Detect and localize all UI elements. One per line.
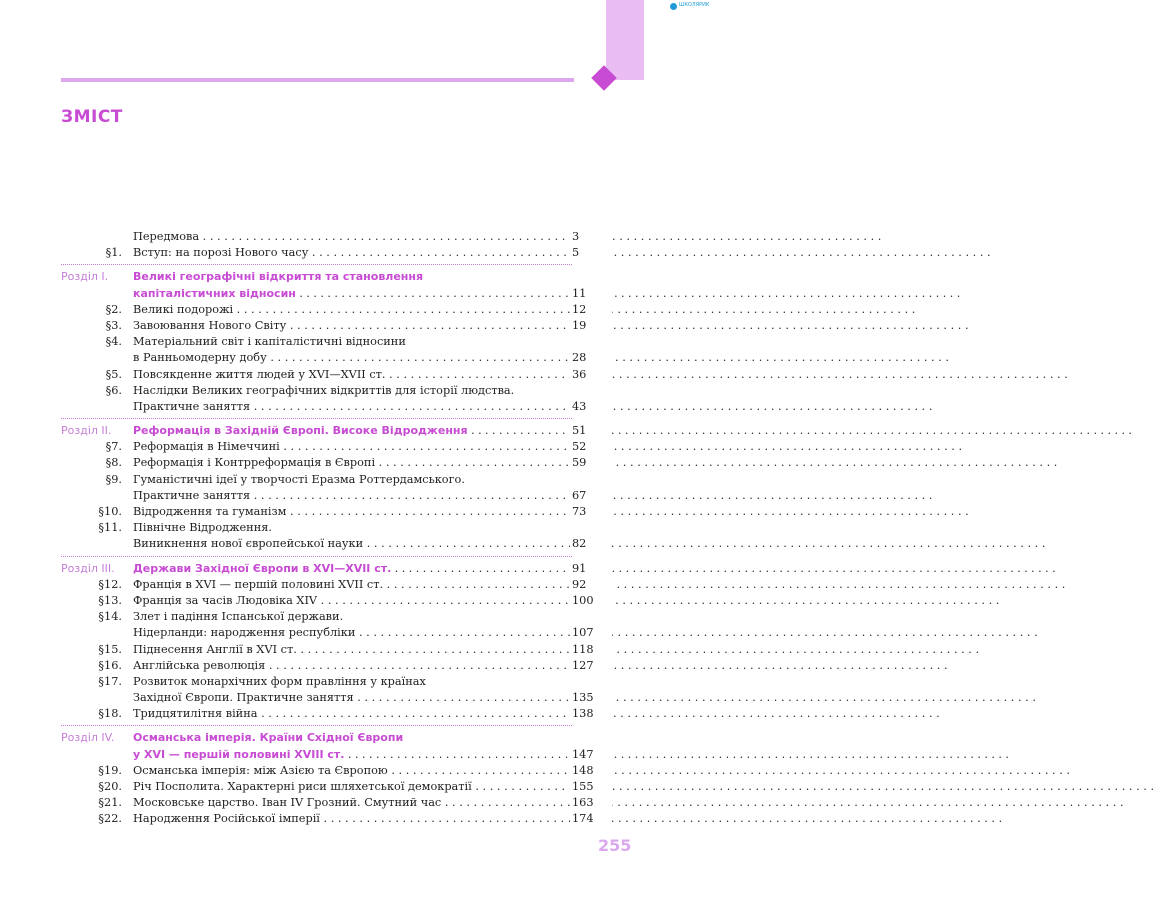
entry-title xyxy=(133,706,570,722)
entry-title-text: Гуманістичні ідеї у творчості Еразма Роттердамського. xyxy=(133,472,465,486)
page-ref: 5 xyxy=(570,245,612,261)
page-ref: 28 xyxy=(570,350,612,366)
entry-title-text: Московське царство. Іван IV Грозний. Смутний час xyxy=(133,796,442,810)
entry-title xyxy=(133,504,570,520)
entry-title-text: Нідерланди: народження республіки xyxy=(133,626,356,640)
toc-entry[interactable] xyxy=(0,229,700,245)
toc-entry[interactable] xyxy=(0,795,700,811)
section-divider xyxy=(61,264,572,266)
entry-title-text: Практичне заняття xyxy=(133,399,251,413)
toc-entry[interactable] xyxy=(0,674,700,690)
paragraph-number: §12. xyxy=(98,577,122,591)
header-rule xyxy=(61,78,574,82)
toc-entry[interactable] xyxy=(0,658,700,674)
publisher-logo-text: ШКОЛЯРИК xyxy=(679,2,710,8)
entry-title-text: Розвиток монархічних форм правління у країнах xyxy=(133,674,426,688)
paragraph-number: §2. xyxy=(105,302,122,316)
page-title: ЗМІСТ xyxy=(61,107,123,127)
section-title xyxy=(133,423,570,439)
page-ref: 52 xyxy=(570,439,612,455)
entry-title xyxy=(133,367,570,383)
toc-entry[interactable] xyxy=(0,504,700,520)
page-ref: 19 xyxy=(570,318,612,334)
toc-entry[interactable] xyxy=(0,488,700,504)
toc-entry[interactable] xyxy=(0,642,700,658)
paragraph-number: §4. xyxy=(105,335,122,349)
paragraph-number: §3. xyxy=(105,318,122,332)
paragraph-number: §15. xyxy=(98,642,122,656)
entry-title-text: Народження Російської імперії xyxy=(133,812,320,826)
toc-entry[interactable] xyxy=(0,455,700,471)
paragraph-number: §11. xyxy=(98,521,122,535)
entry-title xyxy=(133,245,570,261)
entry-title-text: Реформація в Західній Європі. Високе Відродження xyxy=(133,424,468,438)
entry-title-text: капіталістичних відносин xyxy=(133,286,296,300)
entry-title xyxy=(133,763,570,779)
entry-title-text: Османська імперія. Країни Східної Європи xyxy=(133,731,404,745)
entry-title-text: Завоювання Нового Світу xyxy=(133,318,287,332)
page-ref: 92 xyxy=(570,577,612,593)
paragraph-number: §13. xyxy=(98,593,122,607)
paragraph-number: §7. xyxy=(105,440,122,454)
toc-entry[interactable] xyxy=(0,690,700,706)
page-ref: 135 xyxy=(570,690,612,706)
paragraph-number: §14. xyxy=(98,610,122,624)
entry-title-text: в Ранньомодерну добу xyxy=(133,351,267,365)
page-ref: 163 xyxy=(570,795,612,811)
section-label: Розділ I. xyxy=(61,270,109,284)
entry-title xyxy=(133,536,570,552)
section-label: Розділ III. xyxy=(61,561,115,575)
toc-section[interactable] xyxy=(0,561,700,577)
page-ref: 107 xyxy=(570,625,612,641)
entry-title-text: Реформація і Контрреформація в Європі xyxy=(133,456,376,470)
paragraph-number: §5. xyxy=(105,367,122,381)
paragraph-number: §9. xyxy=(105,472,122,486)
entry-title xyxy=(133,779,570,795)
toc-entry[interactable] xyxy=(0,334,700,350)
publisher-logo-icon xyxy=(670,3,677,10)
toc-section[interactable] xyxy=(0,286,700,302)
entry-title-text: Матеріальний світ і капіталістичні відносини xyxy=(133,335,406,349)
entry-title-text: Піднесення Англії в XVI ст. xyxy=(133,642,297,656)
entry-title xyxy=(133,625,570,641)
page-ref: 138 xyxy=(570,706,612,722)
page-ref: 67 xyxy=(570,488,612,504)
toc-entry[interactable] xyxy=(0,472,700,488)
section-divider xyxy=(61,556,572,558)
entry-title xyxy=(133,350,570,366)
page-ref: 43 xyxy=(570,399,612,415)
toc-entry[interactable] xyxy=(0,520,700,536)
paragraph-number: §18. xyxy=(98,707,122,721)
entry-title xyxy=(133,674,570,690)
table-of-contents xyxy=(0,229,700,828)
paragraph-number: §22. xyxy=(98,812,122,826)
entry-title xyxy=(133,399,570,415)
entry-title xyxy=(133,334,570,350)
toc-entry[interactable] xyxy=(0,318,700,334)
entry-title xyxy=(133,690,570,706)
page-ref: 147 xyxy=(570,747,612,763)
entry-title-text: Франція за часів Людовіка XIV xyxy=(133,593,318,607)
entry-title-text: Вступ: на порозі Нового часу xyxy=(133,246,309,260)
entry-title-text: Держави Західної Європи в XVI—XVII ст. xyxy=(133,561,392,575)
page-ref: 11 xyxy=(570,286,612,302)
entry-title xyxy=(133,795,570,811)
entry-title-text: Північне Відродження. xyxy=(133,521,272,535)
entry-title-text: Наслідки Великих географічних відкриттів для історії людства. xyxy=(133,383,515,397)
entry-title xyxy=(133,609,570,625)
entry-title-text: Великі географічні відкриття та становлення xyxy=(133,270,424,284)
paragraph-number: §8. xyxy=(105,456,122,470)
entry-title xyxy=(133,593,570,609)
page-ref: 118 xyxy=(570,642,612,658)
toc-entry[interactable] xyxy=(0,779,700,795)
entry-title-text: Практичне заняття xyxy=(133,488,251,502)
entry-title xyxy=(133,302,570,318)
toc-entry[interactable] xyxy=(0,593,700,609)
entry-title-text: Франція в XVI — першій половині XVII ст. xyxy=(133,577,384,591)
section-title xyxy=(133,561,570,577)
section-divider xyxy=(61,418,572,420)
paragraph-number: §21. xyxy=(98,796,122,810)
entry-title xyxy=(133,658,570,674)
page-ref: 127 xyxy=(570,658,612,674)
entry-title xyxy=(133,488,570,504)
entry-title xyxy=(133,455,570,471)
entry-title xyxy=(133,472,570,488)
toc-entry[interactable] xyxy=(0,763,700,779)
section-label: Розділ II. xyxy=(61,424,112,438)
entry-title xyxy=(133,577,570,593)
entry-title xyxy=(133,811,570,827)
page-ref: 82 xyxy=(570,536,612,552)
entry-title-text: Реформація в Німеччині xyxy=(133,440,280,454)
entry-title-text: Передмова xyxy=(133,230,200,243)
toc-entry[interactable] xyxy=(0,706,700,722)
page-ref: 155 xyxy=(570,779,612,795)
section-title xyxy=(133,730,570,746)
page-ref: 59 xyxy=(570,455,612,471)
toc-entry[interactable] xyxy=(0,367,700,383)
toc-entry[interactable] xyxy=(0,625,700,641)
entry-title-text: Тридцятилітня війна xyxy=(133,707,258,721)
toc-section[interactable] xyxy=(0,747,700,763)
toc-entry[interactable] xyxy=(0,245,700,261)
page-ref: 73 xyxy=(570,504,612,520)
page-ref: 100 xyxy=(570,593,612,609)
entry-title xyxy=(133,383,570,399)
entry-title xyxy=(133,229,570,245)
section-title xyxy=(133,747,570,763)
paragraph-number: §19. xyxy=(98,763,122,777)
paragraph-number: §10. xyxy=(98,505,122,518)
page-ref: 51 xyxy=(570,423,612,439)
page-ref: 3 xyxy=(570,229,612,245)
toc-section[interactable] xyxy=(0,269,700,285)
paragraph-number: §6. xyxy=(105,383,122,397)
toc-entry[interactable] xyxy=(0,399,700,415)
entry-title-text: Злет і падіння Іспанської держави. xyxy=(133,610,344,624)
paragraph-number: §17. xyxy=(98,674,122,688)
section-title xyxy=(133,269,570,285)
page-ref: 174 xyxy=(570,811,612,827)
page-ref: 36 xyxy=(570,367,612,383)
entry-title-text: Виникнення нової європейської науки xyxy=(133,537,364,551)
toc-entry[interactable] xyxy=(0,609,700,625)
page-ref: 12 xyxy=(570,302,612,318)
toc-entry[interactable] xyxy=(0,350,700,366)
paragraph-number: §1. xyxy=(105,246,122,260)
toc-entry[interactable] xyxy=(0,536,700,552)
page-number: 255 xyxy=(598,836,632,855)
section-label: Розділ IV. xyxy=(61,731,115,745)
entry-title-text: Повсякденне життя людей у XVI—XVII ст. xyxy=(133,367,386,381)
entry-title xyxy=(133,520,570,536)
entry-title-text: Великі подорожі xyxy=(133,302,234,316)
toc-section[interactable] xyxy=(0,423,700,439)
toc-entry[interactable] xyxy=(0,439,700,455)
toc-section[interactable] xyxy=(0,730,700,746)
page-ref: 91 xyxy=(570,561,612,577)
entry-title-text: Західної Європи. Практичне заняття xyxy=(133,691,354,705)
paragraph-number: §20. xyxy=(98,780,122,793)
toc-entry[interactable] xyxy=(0,302,700,318)
entry-title-text: Османська імперія: між Азією та Європою xyxy=(133,763,388,777)
entry-title xyxy=(133,439,570,455)
entry-title-text: Відродження та гуманізм xyxy=(133,505,287,518)
toc-entry[interactable] xyxy=(0,383,700,399)
entry-title-text: Англійська революція xyxy=(133,658,266,672)
entry-title xyxy=(133,318,570,334)
toc-entry[interactable] xyxy=(0,577,700,593)
paragraph-number: §16. xyxy=(98,658,122,672)
corner-tab xyxy=(606,0,644,80)
entry-title xyxy=(133,642,570,658)
section-title xyxy=(133,286,570,302)
page-ref: 148 xyxy=(570,763,612,779)
toc-entry[interactable] xyxy=(0,811,700,827)
entry-title-text: Річ Посполита. Характерні риси шляхетської демократії xyxy=(133,780,472,793)
entry-title-text: у XVI — першій половині XVIII ст. xyxy=(133,747,345,761)
section-divider xyxy=(61,725,572,727)
